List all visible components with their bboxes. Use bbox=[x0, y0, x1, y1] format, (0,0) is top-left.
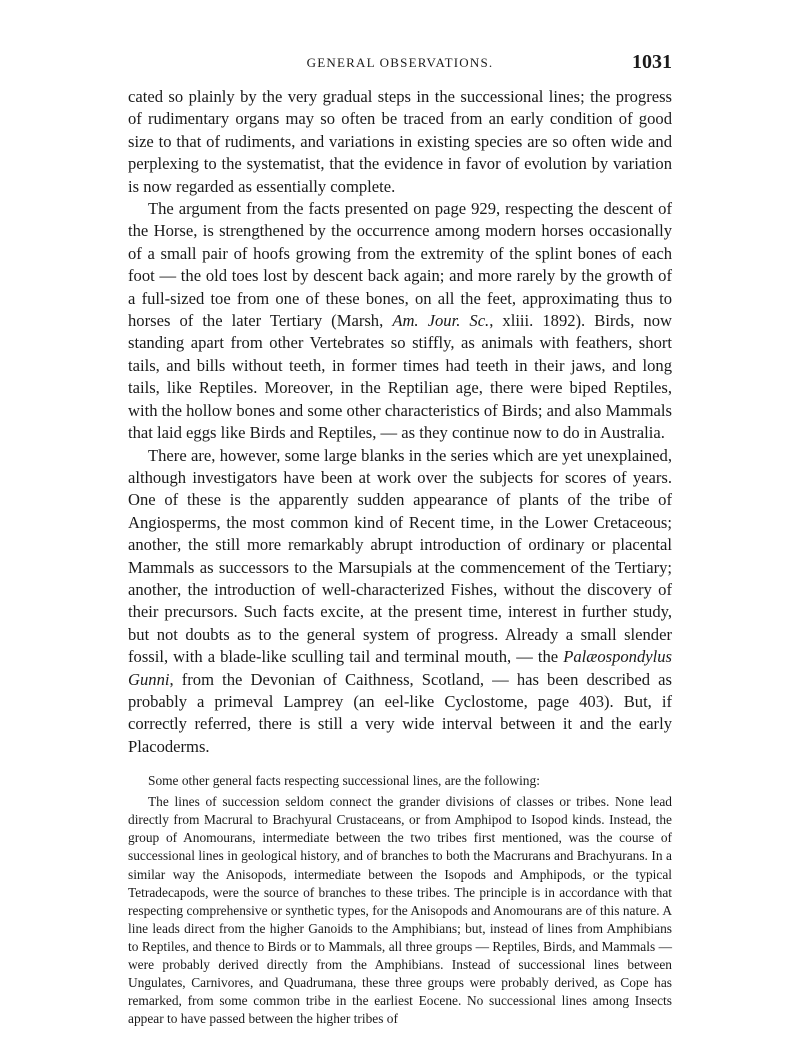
running-head: GENERAL OBSERVATIONS. bbox=[306, 55, 494, 70]
paragraph-text: There are, however, some large blanks in the series which are yet unexplained, although investigators have been at work over the subjects for scores of years. One of these is the apparently sudden appearance of plants of the tribe of Angiosperms, the most common kind of Recent time, in the Lower Cretaceous; another, the still more remarkably abrupt introduction of ordinary or placental Mammals as successors to the Marsupials at the commencement of the Tertiary; another, the introduction of well-characterized Fishes, without the discovery of their precursors. Such facts excite, at the present time, interest in further study, but not doubts as to the general system of progress. Already a small slender fossil, with a blade-like sculling tail and terminal mouth, — the bbox=[128, 445, 672, 667]
paragraph-blanks-in-series bbox=[128, 445, 672, 759]
paragraph-text: , xliii. 1892). Birds, now standing apart from other Vertebrates so stiffly, as animals with feathers, short tails, and bills without teeth, in former times had teeth in their jaws, and long tails, like Reptiles. Moreover, in the Reptilian age, there were biped Reptiles, with the hollow bones and some other characteristics of Birds; and also Mammals that laid eggs like Birds and Reptiles, — as they continue now to do in Australia. bbox=[128, 311, 672, 443]
book-page bbox=[128, 52, 672, 1028]
paragraph-horse-descent bbox=[128, 198, 672, 444]
paragraph-text: , from the Devonian of Caithness, Scotland, — has been described as probably a primeval Lamprey (an eel-like Cyclostome, page 403). But, if correctly referred, there is still a very wide interval between it and the early Placoderms. bbox=[128, 669, 672, 756]
page-body bbox=[128, 86, 672, 1028]
small-type-heading: Some other general facts respecting successional lines, are the following: bbox=[148, 773, 540, 789]
page-number: 1031 bbox=[632, 51, 672, 73]
species-name: Palæospondylus Gunni bbox=[128, 647, 672, 689]
paragraph-continued: cated so plainly by the very gradual steps in the successional lines; the progress of rudimentary organs may so often be traced from an early condition of good size to that of rudiments, and variations in existing species are so often wide and perplexing to the systematist, that the evidence in favor of evolution by variation is now regarded as essentially complete. bbox=[128, 87, 672, 196]
journal-citation: Am. Jour. Sc. bbox=[392, 311, 490, 331]
page-header bbox=[128, 52, 672, 78]
small-type-paragraph: The lines of succession seldom connect the grander divisions of classes or tribes. None lead directly from Macrural to Brachyural Crustaceans, or from Amphipod to Isopod kinds. Instead, the group of Anomourans, intermediate between the two tribes first mentioned, was the course of successional lines in geological history, and of branches to both the Macrurans and Brachyurans. In a similar way the Anisopods, intermediate between the Isopods and Amphipods, or the typical Tetradecapods, were the source of branches to these tribes. The principle is in accordance with that respecting comprehensive or synthetic types, for the Anisopods and Anomourans are of this nature. A line leads direct from the higher Ganoids to the Amphibians; but, instead of lines from Amphibians to Reptiles, and thence to Birds or to Mammals, all three groups — Reptiles, Birds, and Mammals — were probably derived directly from the Amphibians. Instead of successional lines between Ungulates, Carnivores, and Quadrumana, these three groups were probably derived, as Cope has remarked, from some common tribe in the earliest Eocene. No successional lines among Insects appear to have passed between the higher tribes of bbox=[128, 794, 672, 1027]
paragraph-text: The argument from the facts presented on page 929, respecting the descent of the Horse, is strengthened by the occurrence among modern horses occasionally of a small pair of hoofs growing from the extremity of the splint bones of each foot — the old toes lost by descent back again; and more rarely by the growth of a full-sized toe from one of these bones, on all the feet, approximating thus to horses of the later Tertiary (Marsh, bbox=[128, 199, 672, 331]
